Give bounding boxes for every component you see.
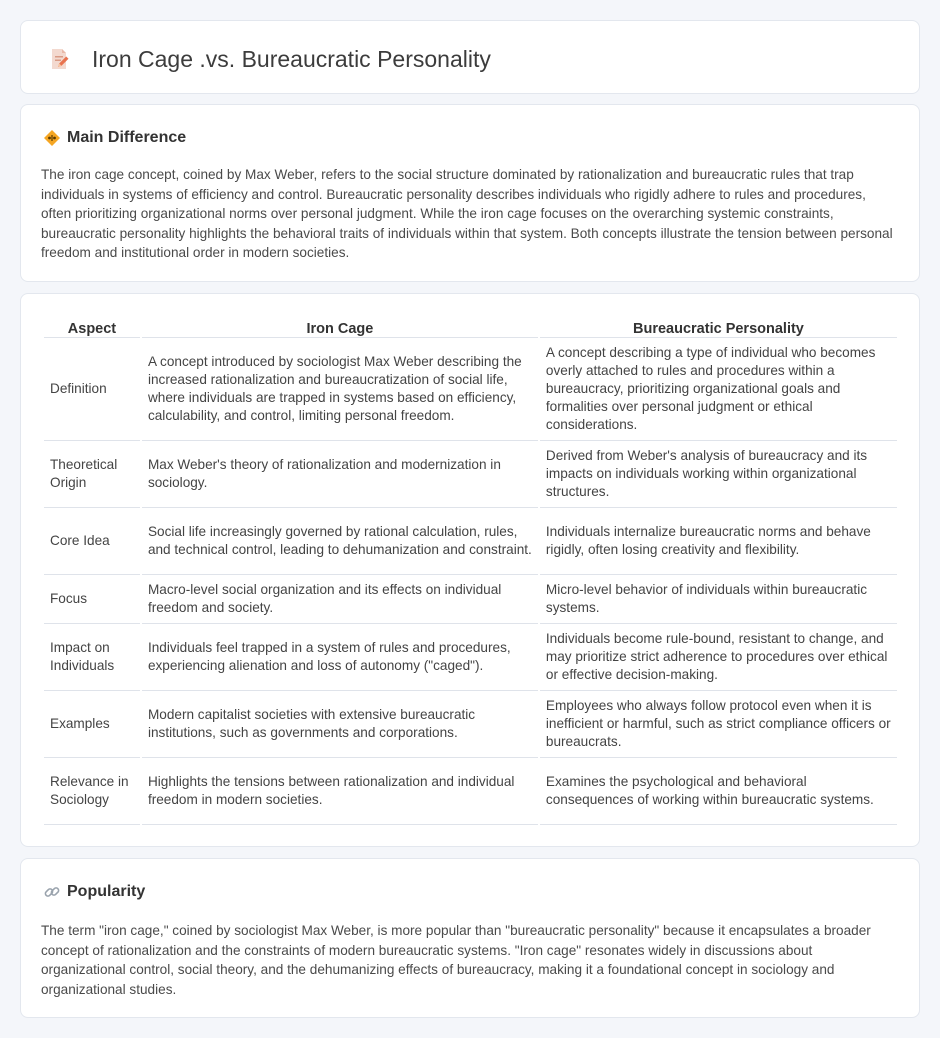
- table-header-row: [44, 316, 897, 338]
- cell-iron-cage: A concept introduced by sociologist Max Weber describing the increased rationalization and bureaucratization of social life, where individuals are trapped in systems based on efficiency, calculability, and control, limiting personal freedom.: [142, 338, 538, 441]
- cell-iron-cage: Highlights the tensions between rationalization and individual freedom in modern societies.: [142, 758, 538, 825]
- diamond-warning-icon: [43, 129, 61, 147]
- table-row: [44, 758, 897, 825]
- table-row: [44, 691, 897, 758]
- header-card: [20, 20, 920, 94]
- cell-iron-cage: Individuals feel trapped in a system of rules and procedures, experiencing alienation and loss of autonomy ("caged").: [142, 624, 538, 691]
- page-title: Iron Cage .vs. Bureaucratic Personality: [92, 46, 491, 72]
- cell-aspect: Core Idea: [44, 508, 140, 575]
- cell-bureaucratic: Individuals internalize bureaucratic norms and behave rigidly, often losing creativity and flexibility.: [540, 508, 897, 575]
- document-edit-icon: [47, 47, 71, 71]
- header-iron-cage: Iron Cage: [142, 316, 538, 338]
- main-difference-heading: Main Difference: [67, 129, 187, 146]
- table-row: [44, 575, 897, 624]
- cell-bureaucratic: Micro-level behavior of individuals within bureaucratic systems.: [540, 575, 897, 624]
- cell-bureaucratic: Individuals become rule-bound, resistant to change, and may prioritize strict adherence to procedures over ethical or effective decision-making.: [540, 624, 897, 691]
- popularity-heading: Popularity: [67, 883, 146, 900]
- header-bureaucratic-personality: Bureaucratic Personality: [540, 316, 897, 338]
- main-difference-text: The iron cage concept, coined by Max Weber, refers to the social structure dominated by rationalization and bureaucratic rules that trap individuals in systems of efficiency and control. Bureaucratic personality describes individuals who rigidly adhere to rules and procedures, often prioritizing organizational norms over personal judgment. While the iron cage focuses on the overarching systemic constraints, bureaucratic personality highlights the behavioral traits of individuals within that system. Both concepts illustrate the tension between personal freedom and institutional order in modern societies.: [41, 167, 893, 260]
- main-difference-card: [20, 104, 920, 282]
- cell-iron-cage: Social life increasingly governed by rational calculation, rules, and technical control, leading to dehumanization and constraint.: [142, 508, 538, 575]
- table-row: [44, 441, 897, 508]
- link-icon: [43, 883, 61, 901]
- cell-bureaucratic: Employees who always follow protocol even when it is inefficient or harmful, such as strict compliance officers or bureaucrats.: [540, 691, 897, 758]
- table-row: [44, 338, 897, 441]
- cell-aspect: Focus: [44, 575, 140, 624]
- cell-iron-cage: Max Weber's theory of rationalization and modernization in sociology.: [142, 441, 538, 508]
- cell-aspect: Relevance in Sociology: [44, 758, 140, 825]
- popularity-card: [20, 858, 920, 1018]
- table-row: [44, 508, 897, 575]
- cell-bureaucratic: Examines the psychological and behavioral consequences of working within bureaucratic systems.: [540, 758, 897, 825]
- cell-bureaucratic: Derived from Weber's analysis of bureaucracy and its impacts on individuals working within organizational structures.: [540, 441, 897, 508]
- comparison-table: [42, 316, 899, 825]
- cell-aspect: Impact on Individuals: [44, 624, 140, 691]
- comparison-card: [20, 293, 920, 847]
- cell-aspect: Theoretical Origin: [44, 441, 140, 508]
- cell-iron-cage: Modern capitalist societies with extensive bureaucratic institutions, such as governments and corporations.: [142, 691, 538, 758]
- cell-iron-cage: Macro-level social organization and its effects on individual freedom and society.: [142, 575, 538, 624]
- cell-bureaucratic: A concept describing a type of individual who becomes overly attached to rules and procedures within a bureaucracy, prioritizing organizational goals and formalities over personal judgment or ethical considerations.: [540, 338, 897, 441]
- header-aspect: Aspect: [44, 316, 140, 338]
- table-row: [44, 624, 897, 691]
- popularity-text: The term "iron cage," coined by sociologist Max Weber, is more popular than "bureaucratic personality" because it encapsulates a broader concept of rationalization and the constraints of modern bureaucratic systems. "Iron cage" resonates widely in discussions about organizational control, social theory, and the dehumanizing effects of bureaucracy, making it a foundational concept in sociology and organizational studies.: [41, 923, 871, 997]
- cell-aspect: Examples: [44, 691, 140, 758]
- cell-aspect: Definition: [44, 338, 140, 441]
